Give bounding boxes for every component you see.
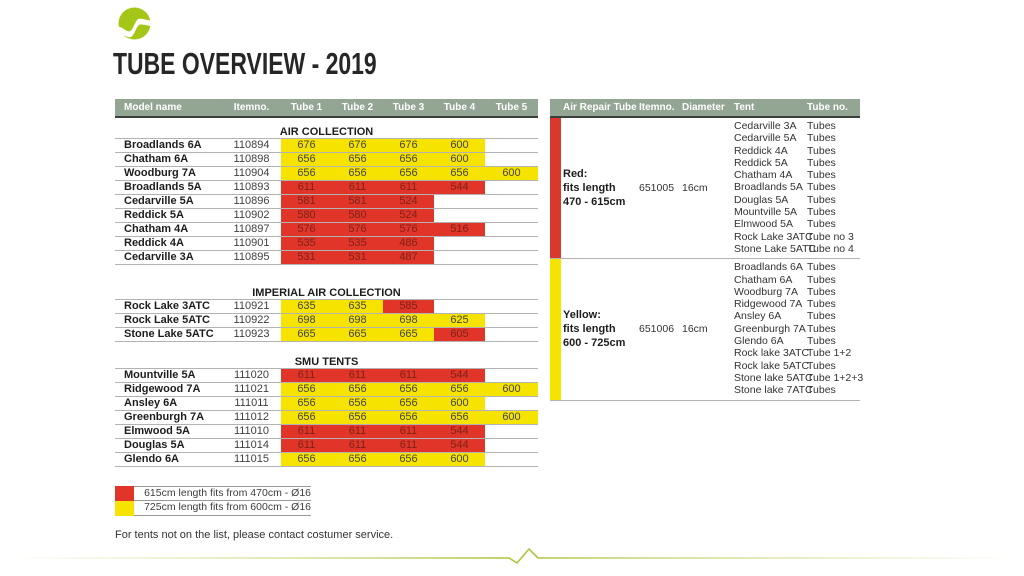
tent-row <box>734 384 860 396</box>
table-row <box>115 453 538 467</box>
tent-tube-no: Tube 1+2+3 <box>807 371 864 384</box>
table-row <box>115 139 538 153</box>
tube-value-cell: 676 <box>281 139 332 152</box>
repair-group <box>550 258 864 400</box>
tube-value-cell: 656 <box>281 167 332 180</box>
tube-value-cell: 600 <box>434 139 485 152</box>
tent-name: Ridgewood 7A <box>734 298 803 311</box>
tent-tube-no: Tubes <box>807 285 836 298</box>
model-name-cell: Ridgewood 7A <box>124 383 201 395</box>
tube-value-cell <box>485 300 538 313</box>
tent-name: Rock lake 3ATC <box>734 347 810 360</box>
group-diameter: 16cm <box>682 182 708 195</box>
tube-value-cell: 611 <box>383 439 434 452</box>
tent-tube-no: Tubes <box>807 156 836 169</box>
tube-value-cell: 611 <box>281 425 332 438</box>
group-label-title: Yellow: <box>563 309 601 322</box>
tent-row <box>734 231 860 243</box>
group-label <box>563 167 625 209</box>
table-row <box>115 314 538 328</box>
tube-value-cell: 665 <box>383 328 434 341</box>
tent-row <box>734 360 860 372</box>
tube-value-cell: 656 <box>434 383 485 396</box>
tube-value-cell <box>434 195 485 208</box>
legend-label: 725cm length fits from 600cm - Ø16 <box>134 501 311 516</box>
itemno-cell: 110894 <box>233 139 270 151</box>
column-header-tube4: Tube 4 <box>443 102 476 113</box>
model-name-cell: Rock Lake 5ATC <box>124 314 210 326</box>
legend-label: 615cm length fits from 470cm - Ø16 <box>134 486 311 501</box>
tent-name: Stone lake 7ATC <box>734 384 813 397</box>
itemno-cell: 111012 <box>233 411 270 423</box>
group-label-line2: fits length <box>563 182 616 195</box>
tent-name: Woodburg 7A <box>734 285 799 298</box>
tube-value-cell <box>485 397 538 410</box>
table-section <box>115 355 538 467</box>
model-name-cell: Douglas 5A <box>124 439 185 451</box>
table-row <box>115 195 538 209</box>
tube-value-cell <box>485 223 538 236</box>
tube-value-cell: 576 <box>383 223 434 236</box>
tent-name: Rock Lake 3ATC <box>734 230 813 243</box>
model-name-cell: Stone Lake 5ATC <box>124 328 214 340</box>
tube-value-cell <box>485 439 538 452</box>
tube-value-cell: 531 <box>281 251 332 264</box>
tube-value-cell: 625 <box>434 314 485 327</box>
tube-value-cell <box>485 139 538 152</box>
tent-row <box>734 298 860 310</box>
model-name-cell: Glendo 6A <box>124 453 180 465</box>
table-row <box>115 223 538 237</box>
tube-value-cell: 486 <box>383 237 434 250</box>
tent-name: Stone Lake 5ATC <box>734 242 817 255</box>
tent-row <box>734 286 860 298</box>
tent-tube-no: Tubes <box>807 120 836 132</box>
tent-row <box>734 169 860 181</box>
table-row <box>115 153 538 167</box>
table-row <box>115 383 538 397</box>
tent-row <box>734 261 860 273</box>
tent-tube-no: Tubes <box>807 310 836 323</box>
tube-value-cell: 524 <box>383 195 434 208</box>
tube-value-cell: 656 <box>383 167 434 180</box>
tube-value-cell <box>485 237 538 250</box>
model-name-cell: Mountville 5A <box>124 369 196 381</box>
tube-value-cell <box>485 425 538 438</box>
repair-table-body <box>550 118 864 401</box>
itemno-cell: 110895 <box>233 251 270 263</box>
model-name-cell: Elmwood 5A <box>124 425 191 437</box>
model-name-cell: Woodburg 7A <box>124 167 196 179</box>
tent-name: Broadlands 6A <box>734 261 803 274</box>
tube-value-cell: 611 <box>383 181 434 194</box>
itemno-cell: 111021 <box>233 383 270 395</box>
group-label-line3: 470 - 615cm <box>563 196 626 209</box>
legend-row <box>115 501 311 516</box>
tent-row <box>734 181 860 193</box>
group-itemno: 651005 <box>639 182 675 195</box>
tube-value-cell: 656 <box>383 397 434 410</box>
table-row <box>115 209 538 223</box>
tube-value-cell: 585 <box>383 300 434 313</box>
itemno-cell: 110923 <box>233 328 270 340</box>
tube-value-cell: 656 <box>332 453 383 466</box>
tube-value-cell: 487 <box>383 251 434 264</box>
footer-note: For tents not on the list, please contact costumer service. <box>115 529 394 541</box>
column-header-tube3: Tube 3 <box>392 102 425 113</box>
itemno-cell: 110893 <box>233 181 270 193</box>
section-title: SMU TENTS <box>115 355 538 369</box>
model-name-cell: Cedarville 5A <box>124 195 194 207</box>
tube-value-cell: 656 <box>383 453 434 466</box>
tube-value-cell: 698 <box>383 314 434 327</box>
column-header-diameter: Diameter <box>682 102 725 113</box>
tent-tube-no: Tubes <box>807 359 836 372</box>
tent-row <box>734 243 860 255</box>
tube-value-cell: 656 <box>383 153 434 166</box>
tent-name: Cedarville 3A <box>734 120 797 132</box>
table-section <box>115 286 538 342</box>
tube-value-cell: 656 <box>332 167 383 180</box>
table-row <box>115 237 538 251</box>
section-title: AIR COLLECTION <box>115 125 538 139</box>
tube-value-cell: 600 <box>434 153 485 166</box>
tent-row <box>734 206 860 218</box>
tent-name: Broadlands 5A <box>734 181 803 194</box>
table-row <box>115 439 538 453</box>
tube-value-cell: 676 <box>332 139 383 152</box>
itemno-cell: 111014 <box>233 439 270 451</box>
tent-name: Cedarville 5A <box>734 132 797 145</box>
tube-value-cell: 656 <box>434 167 485 180</box>
table-row <box>115 425 538 439</box>
group-label <box>563 308 625 350</box>
tube-value-cell: 535 <box>281 237 332 250</box>
tube-value-cell: 611 <box>281 369 332 382</box>
model-name-cell: Broadlands 6A <box>124 139 202 151</box>
legend-swatch <box>115 486 134 501</box>
tent-row <box>734 218 860 230</box>
tube-value-cell: 600 <box>434 453 485 466</box>
tent-row <box>734 335 860 347</box>
brand-logo-icon <box>118 7 151 40</box>
model-name-cell: Reddick 4A <box>124 237 184 249</box>
tent-tube-no: Tubes <box>807 218 836 231</box>
group-label-line3: 600 - 725cm <box>563 337 626 350</box>
tube-table <box>115 99 538 467</box>
tube-value-cell: 656 <box>434 411 485 424</box>
column-header-tube2: Tube 2 <box>341 102 374 113</box>
tube-value-cell: 544 <box>434 439 485 452</box>
table-row <box>115 300 538 314</box>
repair-table <box>550 99 864 401</box>
tent-name: Stone lake 5ATC <box>734 371 813 384</box>
tube-value-cell <box>434 209 485 222</box>
tent-row <box>734 145 860 157</box>
tube-value-cell: 635 <box>332 300 383 313</box>
tent-row <box>734 347 860 359</box>
column-header-repair-itemno: Itemno. <box>639 102 675 113</box>
itemno-cell: 110898 <box>233 153 270 165</box>
tube-value-cell: 605 <box>434 328 485 341</box>
tube-value-cell: 635 <box>281 300 332 313</box>
itemno-cell: 111020 <box>233 369 270 381</box>
section-title: IMPERIAL AIR COLLECTION <box>115 286 538 300</box>
tent-tube-no: Tube no 4 <box>807 242 854 255</box>
itemno-cell: 110904 <box>233 167 270 179</box>
tube-table-header <box>115 99 538 118</box>
tent-row <box>734 194 860 206</box>
tube-value-cell: 524 <box>383 209 434 222</box>
legend <box>115 486 311 516</box>
tube-value-cell: 665 <box>281 328 332 341</box>
group-label-title: Red: <box>563 168 588 181</box>
tube-value-cell <box>434 251 485 264</box>
tube-value-cell <box>485 369 538 382</box>
tube-table-body <box>115 125 538 467</box>
tube-value-cell: 611 <box>383 425 434 438</box>
tent-name: Rock lake 5ATC <box>734 359 810 372</box>
column-header-air-repair-tube: Air Repair Tube <box>563 102 637 113</box>
pulse-divider-line <box>0 546 1024 568</box>
tube-value-cell <box>485 314 538 327</box>
tent-tube-no: Tubes <box>807 193 836 206</box>
column-header-tube1: Tube 1 <box>290 102 323 113</box>
tube-value-cell <box>485 181 538 194</box>
tent-name: Reddick 5A <box>734 156 788 169</box>
tube-value-cell: 656 <box>281 411 332 424</box>
tent-name: Glendo 6A <box>734 335 784 348</box>
column-header-tube-no: Tube no. <box>807 102 848 113</box>
tent-name: Elmwood 5A <box>734 218 793 231</box>
group-label-line2: fits length <box>563 323 616 336</box>
tube-value-cell: 576 <box>332 223 383 236</box>
tent-name: Douglas 5A <box>734 193 789 206</box>
tent-tube-no: Tubes <box>807 169 836 182</box>
tube-value-cell: 580 <box>281 209 332 222</box>
page-title: TUBE OVERVIEW - 2019 <box>113 47 377 81</box>
tube-value-cell: 581 <box>281 195 332 208</box>
tube-value-cell: 531 <box>332 251 383 264</box>
model-name-cell: Broadlands 5A <box>124 181 202 193</box>
tube-value-cell <box>485 195 538 208</box>
legend-row <box>115 486 311 501</box>
table-row <box>115 251 538 265</box>
model-name-cell: Chatham 4A <box>124 223 189 235</box>
itemno-cell: 110921 <box>233 300 270 312</box>
tube-value-cell: 600 <box>485 167 538 180</box>
tent-tube-no: Tube no 3 <box>807 230 854 243</box>
tube-value-cell: 544 <box>434 425 485 438</box>
tube-value-cell: 656 <box>281 383 332 396</box>
table-section <box>115 125 538 265</box>
tent-tube-no: Tube 1+2 <box>807 347 852 360</box>
tent-tube-no: Tubes <box>807 132 836 145</box>
tent-tube-no: Tubes <box>807 322 836 335</box>
column-header-itemno: Itemno. <box>233 102 270 113</box>
tube-value-cell: 656 <box>281 453 332 466</box>
tube-value-cell <box>434 237 485 250</box>
tube-value-cell: 611 <box>332 181 383 194</box>
tent-row <box>734 120 860 132</box>
tent-tube-no: Tubes <box>807 261 836 274</box>
tube-value-cell: 576 <box>281 223 332 236</box>
tube-value-cell <box>485 251 538 264</box>
tent-tube-no: Tubes <box>807 384 836 397</box>
tube-value-cell <box>485 153 538 166</box>
tent-name: Chatham 6A <box>734 273 793 286</box>
tent-name: Chatham 4A <box>734 169 793 182</box>
group-diameter: 16cm <box>682 323 708 336</box>
tube-value-cell: 656 <box>332 383 383 396</box>
tent-name: Reddick 4A <box>734 144 788 157</box>
tube-value-cell: 581 <box>332 195 383 208</box>
tube-value-cell: 611 <box>332 439 383 452</box>
tent-tube-no: Tubes <box>807 273 836 286</box>
tube-value-cell <box>485 453 538 466</box>
tube-value-cell: 580 <box>332 209 383 222</box>
legend-swatch <box>115 501 134 516</box>
tube-value-cell: 656 <box>332 397 383 410</box>
itemno-cell: 110902 <box>233 209 270 221</box>
tent-row <box>734 371 864 384</box>
table-row <box>115 181 538 195</box>
tent-tube-no: Tubes <box>807 298 836 311</box>
tube-value-cell: 600 <box>434 397 485 410</box>
tube-value-cell: 611 <box>383 369 434 382</box>
tent-name: Greenburgh 7A <box>734 322 806 335</box>
model-name-cell: Chatham 6A <box>124 153 189 165</box>
column-header-tube5: Tube 5 <box>495 102 528 113</box>
itemno-cell: 111010 <box>233 425 270 437</box>
tube-value-cell: 600 <box>485 411 538 424</box>
model-name-cell: Ansley 6A <box>124 397 178 409</box>
color-bar <box>550 118 561 258</box>
color-bar <box>550 259 561 399</box>
column-header-model-name: Model name <box>124 102 182 113</box>
tube-value-cell: 665 <box>332 328 383 341</box>
itemno-cell: 111015 <box>233 453 270 465</box>
tent-tube-no: Tubes <box>807 335 836 348</box>
tube-value-cell: 611 <box>281 181 332 194</box>
tube-value-cell: 611 <box>332 425 383 438</box>
tube-value-cell: 611 <box>281 439 332 452</box>
model-name-cell: Rock Lake 3ATC <box>124 300 210 312</box>
tube-value-cell: 656 <box>383 411 434 424</box>
itemno-cell: 110922 <box>233 314 270 326</box>
tent-tube-no: Tubes <box>807 181 836 194</box>
table-row <box>115 369 538 383</box>
tube-value-cell: 656 <box>383 383 434 396</box>
tube-value-cell: 698 <box>332 314 383 327</box>
tent-tube-no: Tubes <box>807 206 836 219</box>
tent-row <box>734 274 860 286</box>
tube-value-cell: 535 <box>332 237 383 250</box>
tube-value-cell <box>434 300 485 313</box>
tube-value-cell: 656 <box>332 153 383 166</box>
itemno-cell: 110897 <box>233 223 270 235</box>
tube-value-cell: 600 <box>485 383 538 396</box>
tent-row <box>734 323 860 335</box>
column-header-tent: Tent <box>734 102 755 113</box>
itemno-cell: 110896 <box>233 195 270 207</box>
itemno-cell: 111011 <box>234 397 269 409</box>
tube-value-cell: 676 <box>383 139 434 152</box>
repair-group <box>550 118 860 258</box>
tent-name: Ansley 6A <box>734 310 782 323</box>
tent-tube-no: Tubes <box>807 144 836 157</box>
tube-value-cell: 544 <box>434 181 485 194</box>
tent-list <box>734 120 860 255</box>
model-name-cell: Reddick 5A <box>124 209 184 221</box>
tent-row <box>734 132 860 144</box>
tube-value-cell: 544 <box>434 369 485 382</box>
tube-value-cell: 698 <box>281 314 332 327</box>
tube-value-cell: 611 <box>332 369 383 382</box>
tube-value-cell <box>485 328 538 341</box>
model-name-cell: Greenburgh 7A <box>124 411 205 423</box>
table-row <box>115 411 538 425</box>
tube-value-cell: 656 <box>281 153 332 166</box>
tent-name: Mountville 5A <box>734 206 798 219</box>
table-row <box>115 328 538 342</box>
model-name-cell: Cedarville 3A <box>124 251 194 263</box>
tube-value-cell: 516 <box>434 223 485 236</box>
tube-value-cell <box>485 209 538 222</box>
table-row <box>115 397 538 411</box>
repair-table-header <box>550 99 860 118</box>
tent-row <box>734 310 860 322</box>
table-row <box>115 167 538 181</box>
tent-list <box>734 261 864 397</box>
tent-row <box>734 157 860 169</box>
tube-value-cell: 656 <box>332 411 383 424</box>
itemno-cell: 110901 <box>233 237 270 249</box>
tube-value-cell: 656 <box>281 397 332 410</box>
group-itemno: 651006 <box>639 323 675 336</box>
